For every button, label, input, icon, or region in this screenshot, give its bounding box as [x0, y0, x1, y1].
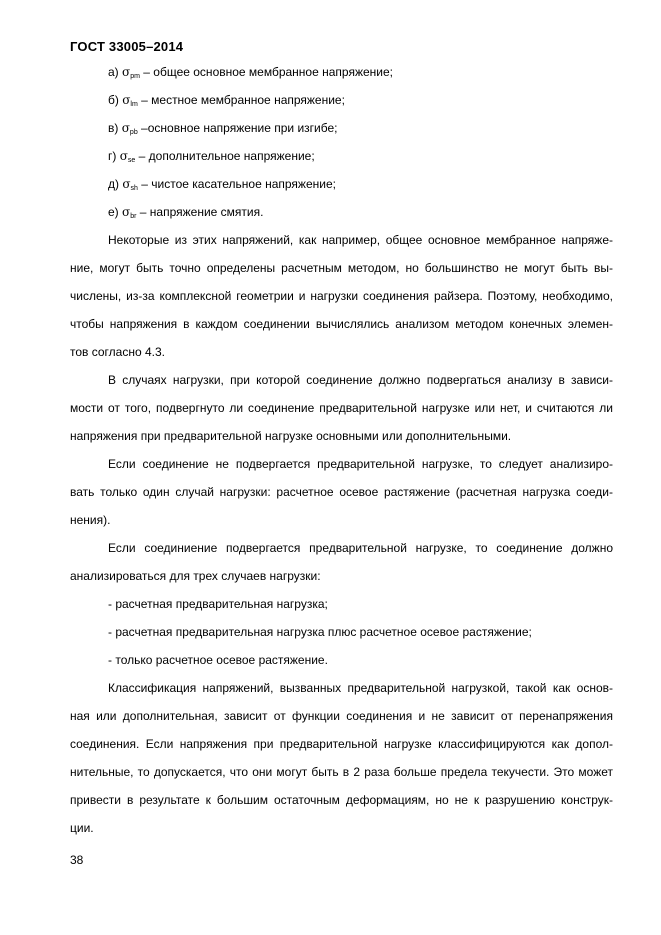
- paragraph-line: числены, из-за комплексной геометрии и нагрузки соединения райзера. Поэтому, необходимо,: [70, 289, 613, 303]
- paragraph-line: соединения. Если напряжения при предварительной нагрузке классифицируются как допол-: [70, 737, 613, 751]
- sigma-subscript: br: [130, 213, 137, 220]
- paragraph-line: ции.: [70, 821, 94, 835]
- paragraph-line: анализироваться для трех случаев нагрузки:: [70, 569, 321, 583]
- sigma-symbol: σ: [119, 149, 128, 163]
- list-item: [70, 58, 613, 86]
- dash-list-item: - только расчетное осевое растяжение.: [108, 653, 328, 667]
- list-item-prefix: б): [108, 93, 123, 107]
- paragraph-line: нения).: [70, 513, 111, 527]
- list-item: [70, 114, 613, 142]
- page-number: 38: [70, 853, 84, 867]
- paragraph-line: тов согласно 4.3.: [70, 345, 165, 359]
- document-body: [70, 58, 613, 842]
- sigma-subscript: sh: [130, 185, 138, 192]
- list-item-text: – чистое касательное напряжение;: [137, 177, 336, 191]
- list-item-text: – напряжение смятия.: [136, 205, 264, 219]
- paragraph-line: чтобы напряжения в каждом соединении вычислялись анализом методом конечных элемен-: [70, 317, 613, 331]
- list-item-prefix: е): [108, 205, 123, 219]
- sigma-symbol: σ: [122, 93, 131, 107]
- list-item-text: – общее основное мембранное напряжение;: [139, 65, 393, 79]
- sigma-symbol: σ: [122, 205, 131, 219]
- list-item-prefix: д): [108, 177, 123, 191]
- dash-list-item: - расчетная предварительная нагрузка плюс расчетное осевое растяжение;: [108, 625, 532, 639]
- sigma-subscript: se: [127, 157, 136, 164]
- paragraph-line: Если соединение не подвергается предварительной нагрузке, то следует анализиро-: [108, 457, 613, 471]
- list-item-text: –основное напряжение при изгибе;: [137, 121, 338, 135]
- paragraph-line: привести в результате к большим остаточным деформациям, но не к разрушению конструк-: [70, 793, 613, 807]
- paragraph-line: Если соединиение подвергается предварительной нагрузке, то соединение должно: [108, 541, 613, 555]
- paragraph-line: нительные, то допускается, что они могут быть в 2 раза больше предела текучести. Это может: [70, 765, 613, 779]
- list-item: [70, 170, 613, 198]
- list-item-prefix: а): [108, 65, 123, 79]
- dash-list-item: - расчетная предварительная нагрузка;: [108, 597, 328, 611]
- list-item-text: – дополнительное напряжение;: [135, 149, 315, 163]
- sigma-symbol: σ: [122, 177, 131, 191]
- sigma-subscript: pb: [129, 129, 138, 136]
- list-item: [70, 198, 613, 226]
- list-item: [70, 86, 613, 114]
- sigma-subscript: lm: [130, 101, 138, 108]
- paragraph-line: Некоторые из этих напряжений, как например, общее основное мембранное напряже-: [108, 233, 613, 247]
- paragraph-line: мости от того, подвергнуто ли соединение предварительной нагрузке или нет, и считаются ли: [70, 401, 613, 415]
- paragraph-line: В случаях нагрузки, при которой соединение должно подвергаться анализу в зависи-: [108, 373, 613, 387]
- list-item-prefix: г): [108, 149, 120, 163]
- list-item-prefix: в): [108, 121, 122, 135]
- list-item-text: – местное мембранное напряжение;: [137, 93, 345, 107]
- sigma-subscript: pm: [130, 73, 140, 80]
- sigma-symbol: σ: [122, 65, 131, 79]
- paragraph-line: ние, могут быть точно определены расчетным методом, но большинство не могут быть вы-: [70, 261, 613, 275]
- paragraph-line: вать только один случай нагрузки: расчетное осевое растяжение (расчетная нагрузка соеди-: [70, 485, 613, 499]
- list-item: [70, 142, 613, 170]
- document-header: ГОСТ 33005–2014: [70, 39, 184, 54]
- sigma-symbol: σ: [121, 121, 130, 135]
- paragraph-line: ная или дополнительная, зависит от функции соединения и не зависит от перенапряжения: [70, 709, 613, 723]
- paragraph-line: напряжения при предварительной нагрузке основными или дополнительными.: [70, 429, 512, 443]
- paragraph-line: Классификация напряжений, вызванных предварительной нагрузкой, такой как основ-: [108, 681, 613, 695]
